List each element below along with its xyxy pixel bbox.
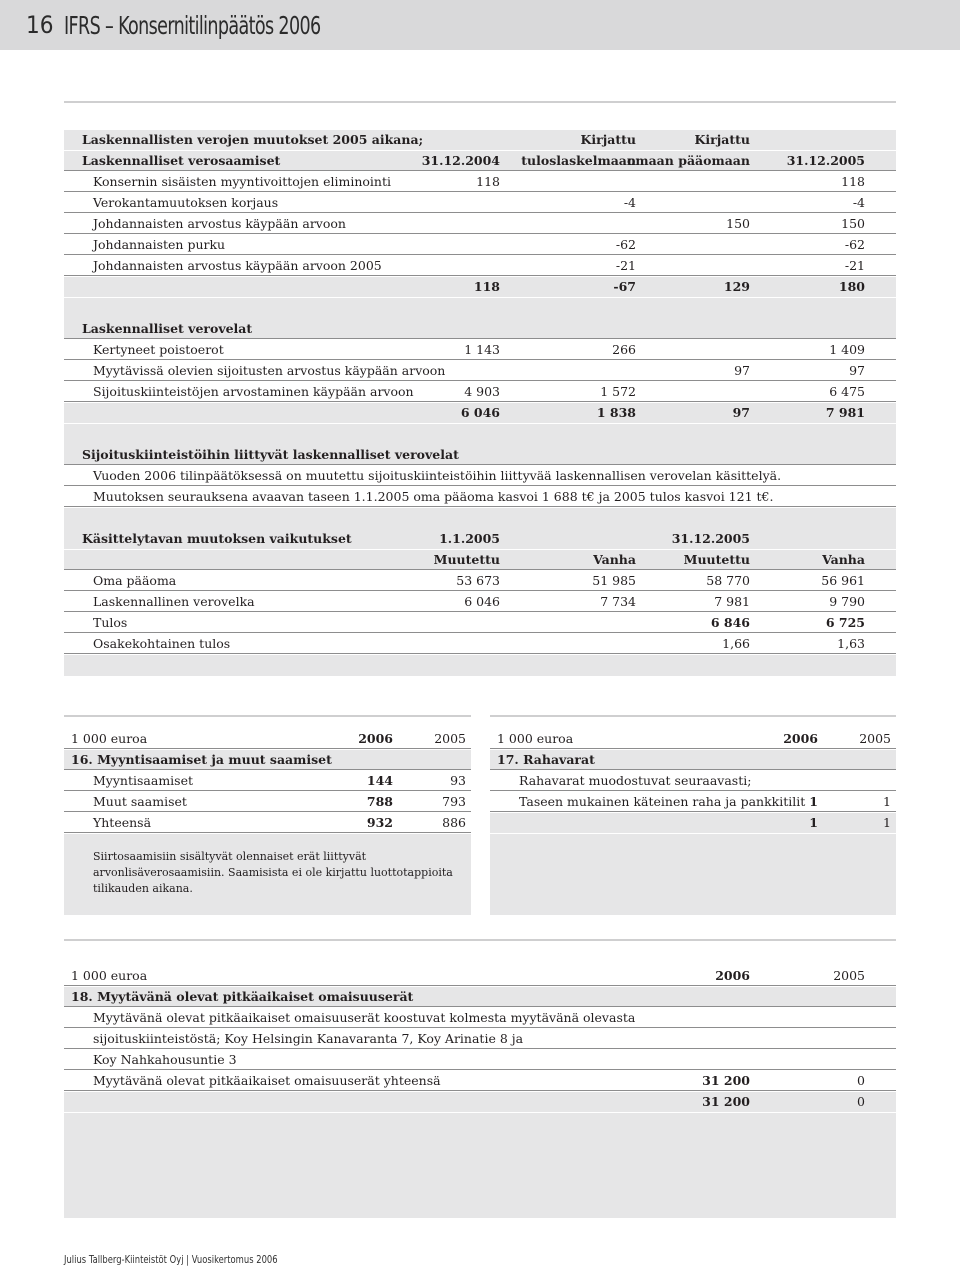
table-row: Muut saamiset 788 793 (64, 792, 471, 812)
column-header: tuloslaskelmaan (521, 153, 636, 168)
note-text: Siirtosaamisiin sisältyvät olennaiset erät liittyvät arvonlisäverosaamisiin. Saamisista ei ole kirjattu luottotappioita tilikauden aikana. (93, 850, 453, 895)
table-row (64, 750, 471, 770)
footer: Julius Tallberg-Kiinteistöt Oyj | Vuosikertomus 2006 (64, 1254, 278, 1266)
page-number: 16 (26, 11, 54, 39)
table-row: Myyntisaamiset 144 93 (64, 771, 471, 791)
table-row: Taseen mukainen käteinen raha ja pankkitilit 1 1 (490, 792, 896, 812)
table-row: 1 000 euroa 2006 2005 (490, 729, 896, 749)
table-row: Sijoituskiinteistöjen arvostaminen käypään arvoon 4 903 1 572 6 475 (64, 382, 896, 402)
note-title: 17. Rahavarat (497, 752, 595, 767)
total-row: 118 -67 129 180 (64, 277, 896, 297)
table-row: Myytävissä olevien sijoitusten arvostus käypään arvoon 97 97 (64, 361, 896, 381)
table-row: Johdannaisten purku -62 -62 (64, 235, 896, 255)
section-rule (490, 715, 896, 717)
spacer-band (64, 508, 896, 529)
note-title: 18. Myytävänä olevat pitkäaikaiset omaisuuserät (71, 989, 414, 1004)
table-row: Kertyneet poistoerot 1 143 266 1 409 (64, 340, 896, 360)
table-row: Osakekohtainen tulos 1,66 1,63 (64, 634, 896, 654)
column-header: 31.12.2005 (786, 153, 865, 168)
table-row (64, 529, 896, 549)
table-row: Myytävänä olevat pitkäaikaiset omaisuuserät yhteensä 31 200 0 (64, 1071, 896, 1091)
table-row: Rahavarat muodostuvat seuraavasti; (490, 771, 896, 791)
section-rule (64, 101, 896, 103)
column-header: Muutettu (433, 552, 500, 567)
total-row: 1 1 (490, 813, 896, 833)
note-title: 16. Myyntisaamiset ja muut saamiset (71, 752, 332, 767)
table-row: Johdannaisten arvostus käypään arvoon 2005 -21 -21 (64, 256, 896, 276)
column-header: 31.12.2005 (671, 531, 750, 546)
column-header: 1.1.2005 (439, 531, 500, 546)
text-row: Koy Nahkahousuntie 3 (64, 1050, 896, 1070)
spacer-band (490, 834, 896, 915)
table-row: Tulos 6 846 6 725 (64, 613, 896, 633)
column-header: omaan pääomaan (627, 153, 750, 168)
table-row: Verokantamuutoksen korjaus -4 -4 (64, 193, 896, 213)
section-rule (64, 939, 896, 941)
spacer-band (64, 655, 896, 676)
table-row (64, 550, 896, 570)
table-row (64, 987, 896, 1007)
total-row: 31 200 0 (64, 1092, 896, 1112)
table-row: Yhteensä 932 886 (64, 813, 471, 833)
column-header: Vanha (822, 552, 865, 567)
table-row: Konsernin sisäisten myyntivoittojen eliminointi 118 118 (64, 172, 896, 192)
table-row: Laskennallinen verovelka 6 046 7 734 7 981 9 790 (64, 592, 896, 612)
table-row (490, 750, 896, 770)
spacer-band (64, 298, 896, 319)
table-row (64, 151, 896, 171)
text-row: sijoituskiinteistöstä; Koy Helsingin Kanavaranta 7, Koy Arinatie 8 ja (64, 1029, 896, 1049)
table-subtitle: Laskennalliset verosaamiset (82, 153, 281, 168)
section-rule (64, 715, 471, 717)
table-row: Oma pääoma 53 673 51 985 58 770 56 961 (64, 571, 896, 591)
column-header: Kirjattu (694, 132, 750, 147)
column-header: Muutettu (683, 552, 750, 567)
table-row (64, 445, 896, 465)
table-row: Johdannaisten arvostus käypään arvoon 150 150 (64, 214, 896, 234)
text-row: Muutoksen seurauksena avaavan taseen 1.1.2005 oma pääoma kasvoi 1 688 t€ ja 2005 tulos kasvoi 121 t€. (64, 487, 896, 507)
table-title: Laskennallisten verojen muutokset 2005 aikana; (82, 132, 424, 147)
spacer-band (64, 1113, 896, 1218)
page-title: IFRS – Konsernitilinpäätös 2006 (64, 11, 321, 40)
table-subtitle: Laskennalliset verovelat (82, 321, 253, 336)
table-row (64, 319, 896, 339)
table-row: 1 000 euroa 2006 2005 (64, 729, 471, 749)
column-header: 31.12.2004 (421, 153, 500, 168)
table-title: Käsittelytavan muutoksen vaikutukset (82, 531, 352, 546)
total-row: 6 046 1 838 97 7 981 (64, 403, 896, 423)
column-header: Kirjattu (580, 132, 636, 147)
spacer-band (64, 424, 896, 445)
table-row (64, 130, 896, 150)
text-row: Vuoden 2006 tilinpäätöksessä on muutettu sijoituskiinteistöihin liittyvää laskennallisen verovelan käsittelyä. (64, 466, 896, 486)
text-row: Myytävänä olevat pitkäaikaiset omaisuuserät koostuvat kolmesta myytävänä olevasta (64, 1008, 896, 1028)
section-title: Sijoituskiinteistöihin liittyvät laskennalliset verovelat (82, 447, 459, 462)
table-row: 1 000 euroa 2006 2005 (64, 966, 896, 986)
column-header: Vanha (593, 552, 636, 567)
